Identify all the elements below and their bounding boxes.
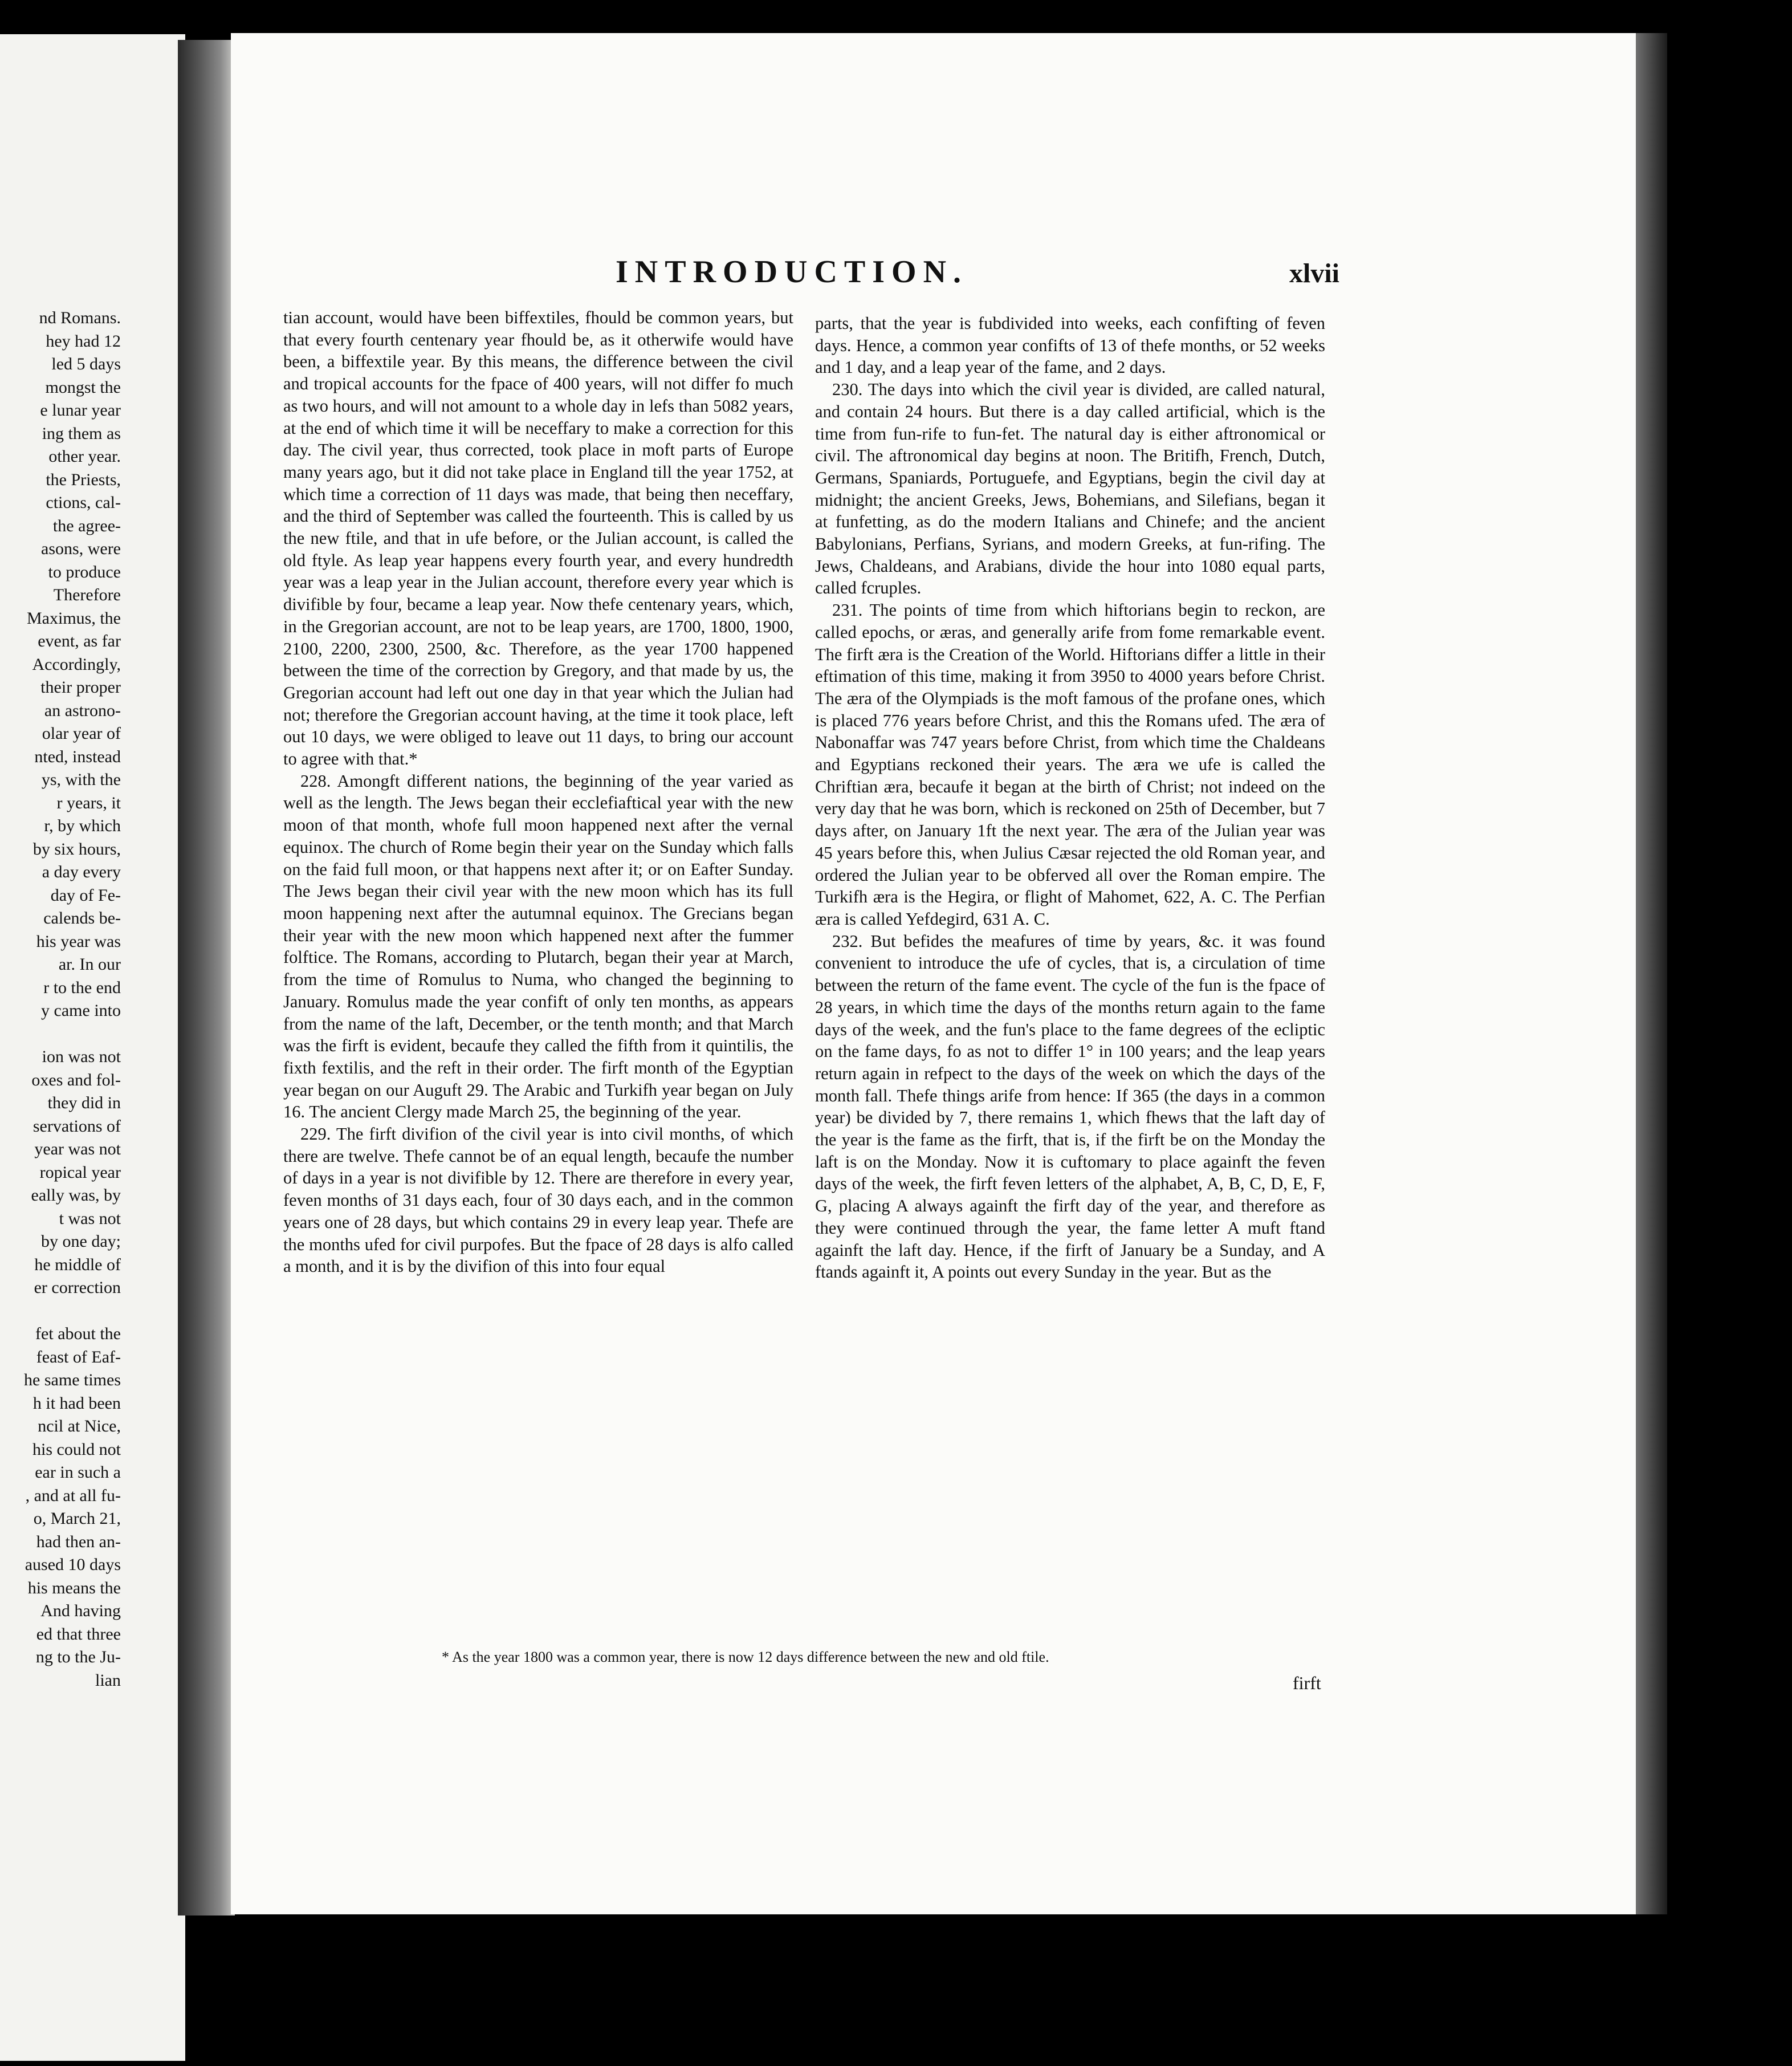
left-page-line: by six hours, xyxy=(32,839,121,859)
left-page-line: they did in xyxy=(47,1093,121,1112)
left-page-line xyxy=(0,1023,121,1046)
left-page-line: his year was xyxy=(36,932,121,951)
page-number: xlvii xyxy=(1289,258,1340,288)
left-page-line: Accordingly, xyxy=(32,654,121,674)
left-page-line: ropical year xyxy=(39,1162,121,1182)
left-page-line: calends be- xyxy=(43,909,121,928)
left-page-line: ion was not xyxy=(42,1047,121,1066)
left-page-line: he same times xyxy=(24,1370,121,1389)
left-page-line: to produce xyxy=(48,562,121,581)
left-page-text xyxy=(0,307,121,1692)
left-page-line: event, as far xyxy=(38,632,121,650)
left-page xyxy=(0,34,185,2061)
left-page-line: o, March 21, xyxy=(33,1509,121,1528)
left-page-line: ncil at Nice, xyxy=(38,1417,121,1435)
left-page-line: ctions, cal- xyxy=(46,493,121,512)
left-page-line: ng to the Ju- xyxy=(35,1648,121,1666)
footnote: * As the year 1800 was a common year, there is now 12 days difference between the new and old ftile. xyxy=(442,1649,1049,1665)
left-page-line: fet about the xyxy=(35,1324,121,1343)
left-page-line: lian xyxy=(95,1670,121,1690)
left-page-line: oxes and fol- xyxy=(31,1070,121,1089)
paragraph: 229. The firft divifion of the civil year is into civil months, of which there are twelve. Thefe cannot be of an equal length, becaufe the number of days in a year is not divifible by 12. There are therefore in every year, feven months of 31 days each, four of 30 days each, and in the common years one of 28 days, but which contains 29 in every leap year. Thefe are the months ufed for civil purpofes. But the fpace of 28 days is alfo called a month, and it is by the divifion of this into four equal xyxy=(283,1124,793,1276)
left-page-line: t was not xyxy=(59,1209,121,1228)
left-page-line: r to the end xyxy=(43,978,121,997)
left-page-line: feast of Eaf- xyxy=(36,1347,121,1367)
catchword: firft xyxy=(1293,1673,1321,1693)
left-page-line: er correction xyxy=(34,1278,121,1297)
left-page-line: r, by which xyxy=(44,816,121,835)
left-page-line: asons, were xyxy=(41,539,121,558)
left-page-line: ed that three xyxy=(36,1624,121,1644)
left-page-line: he middle of xyxy=(34,1255,121,1274)
left-page-line: Therefore xyxy=(53,585,121,604)
paragraph: parts, that the year is fubdivided into weeks, each confifting of feven days. Hence, a common year confifts of 13 of thefe months, or 52 weeks and 1 day, and a leap year of the fame, and 2 days. xyxy=(815,314,1325,377)
left-page-line: other year. xyxy=(48,447,121,466)
page-edge xyxy=(1636,33,1667,1914)
left-page-line xyxy=(0,1300,121,1323)
left-page-line: r years, it xyxy=(56,793,121,812)
paragraph: 228. Amongft different nations, the beginning of the year varied as well as the length. The Jews began their ecclefiaftical year with the new moon of that month, whofe full moon happened next after the vernal equinox. The church of Rome begin their year on the Sunday which falls on the faid full moon, or that happens next after it; or on Eafter Sunday. The Jews began their civil year with the new moon which has its full moon happening next after the autumnal equinox. The Grecians began their year with the new moon which happened next after the fummer folftice. The Romans, according to Plutarch, began their year at March, from the time of Romulus to Numa, who changed the beginning to January. Romulus made the year confift of only ten months, as appears from the name of the laft, December, or the tenth month; and that March was the firft is evident, becaufe they called the fifth from it quintilis, the fixth fextilis, and the reft in their order. The firft month of the Egyptian year began on our Auguft 29. The Arabic and Turkifh year began on July 16. The ancient Clergy made March 25, the beginning of the year. xyxy=(283,771,793,1122)
left-page-line: aused 10 days xyxy=(25,1555,121,1574)
left-page-line: h it had been xyxy=(32,1393,121,1413)
left-page-line: ar. In our xyxy=(58,955,121,974)
left-page-line: e lunar year xyxy=(40,401,121,420)
left-page-line: had then an- xyxy=(36,1532,121,1551)
paragraph: 231. The points of time from which hiftorians begin to reckon, are called epochs, or æras, and generally arife from fome remarkable event. The firft æra is the Creation of the World. Hiftorians differ a little in their eftimation of this time, making it from 3950 to 4000 years before Christ. The æra of the Olympiads is the moft famous of the profane ones, which is placed 776 years before Christ, and this the Romans ufed. The æra of Nabonaffar was 747 years before Christ, from which time the Chaldeans and Egyptians reckoned their years. The æra we ufe is called the Chriftian æra, becaufe it began at the birth of Christ; not indeed on the very day that he was born, which is reckoned on 25th of December, but 7 days after, on January 1ft the next year. The æra of the Julian year was 45 years before this, when Julius Cæsar rejected the old Roman year, and ordered the Julian year to be obferved all over the Roman empire. The Turkifh æra is the Hegira, or flight of Mahomet, 622, A. C. The Perfian æra is called Yefdegird, 631 A. C. xyxy=(815,600,1325,929)
left-page-line: an astrono- xyxy=(44,701,121,720)
left-page-line: And having xyxy=(40,1601,121,1620)
running-head: INTRODUCTION. xyxy=(616,254,968,290)
left-page-line: ear in such a xyxy=(35,1463,121,1482)
left-page-line: ys, with the xyxy=(41,770,121,789)
paragraph: 232. But befides the meafures of time by years, &c. it was found convenient to introduce the ufe of cycles, that is, a circulation of time between the return of the fame event. The cycle of the fun is the fpace of 28 years, in which time the days of the months return again to the fame days of the week, and the fun's place to the fame degrees of the ecliptic on the fame days, fo as not to differ 1° in 100 years; and the leap years return again in refpect to the days of the week on which the days of the month fall. Thefe things arife from hence: If 365 (the days in a common year) be divided by 7, there remains 1, which fhews that the laft day of the year is the fame as the firft, that is, if the firft be on the Monday the laft is on the Monday. Now it is cuftomary to place againft the feven days of the week, the firft feven letters of the alphabet, A, B, C, D, E, F, G, placing A always againft the firft day of the year, and therefore as they were continued through the year, the fame letter A muft ftand againft the laft day. Hence, if the firft of January be a Sunday, and A ftands againft it, A points out every Sunday in the year. But as the xyxy=(815,931,1325,1282)
text-column-left xyxy=(283,307,793,1278)
left-page-line: led 5 days xyxy=(51,355,121,373)
left-page-line: day of Fe- xyxy=(50,885,121,905)
left-page-line: year was not xyxy=(34,1140,121,1158)
left-page-line: mongst the xyxy=(45,377,121,397)
paragraph: tian account, would have been biffextiles, fhould be common years, but that every fourth centenary year fhould be, as it otherwife would have been, a biffextile year. By this means, the difference between the civil and tropical accounts for the fpace of 400 years, will not differ fo much as two hours, and will not amount to a whole day in lefs than 5082 years, at the end of which time it will be neceffary to make a correction for this day. The civil year, thus corrected, took place in moft parts of Europe many years ago, but it did not take place in England till the year 1752, at which time a correction of 11 days was made, that being then neceffary, and the third of September was called the fourteenth. This is called by us the new ftile, and that in ufe before, or the Julian account, is called the old ftyle. As leap year happens every fourth year, and every hundredth year was a leap year in the Julian account, therefore every year which is divifible by four, became a leap year. Now thefe centenary years, which, in the Gregorian account, are not to be leap years, are 1700, 1800, 1900, 2100, 2200, 2300, 2500, &c. Therefore, as the year 1700 happened between the time of the correction by Gregory, and that made by us, the Gregorian account had left out one day in that year which the Julian had not; therefore the Gregorian account having, at the time it took place, left out 10 days, we were obliged to leave out 11 days, to bring our account to agree with that.* xyxy=(283,308,793,769)
left-page-line: his could not xyxy=(32,1439,121,1459)
left-page-line: eally was, by xyxy=(31,1186,121,1205)
paragraph: 230. The days into which the civil year is divided, are called natural, and contain 24 hours. But there is a day called artificial, which is the time from fun-rife to fun-fet. The natural day is either aftronomical or civil. The aftronomical day begins at noon. The Britifh, French, Dutch, Germans, Spaniards, Portuguefe, and Egyptians, begin the civil day at midnight; the ancient Greeks, Jews, Bohemians, and Silefians, began it at funfetting, as do the modern Italians and Chinefe; and the ancient Babylonians, Perfians, Syrians, and modern Greeks, at fun-rifing. The Jews, Chaldeans, and Arabians, divide the hour into 1080 equal parts, called fcruples. xyxy=(815,380,1325,598)
left-page-line: their proper xyxy=(40,678,121,697)
left-page-line: y came into xyxy=(41,1001,121,1020)
left-page-line: olar year of xyxy=(42,724,121,743)
left-page-line: , and at all fu- xyxy=(25,1486,121,1505)
left-page-line: ing them as xyxy=(42,424,121,443)
book-gutter xyxy=(178,40,235,1915)
left-page-line: by one day; xyxy=(41,1232,121,1251)
left-page-line: the agree- xyxy=(52,516,121,535)
left-page-line: his means the xyxy=(27,1578,121,1597)
left-page-line: the Priests, xyxy=(46,470,121,489)
left-page-line: hey had 12 xyxy=(46,331,121,351)
left-page-line: nd Romans. xyxy=(39,308,121,327)
left-page-line: servations of xyxy=(32,1116,121,1136)
left-page-line: Maximus, the xyxy=(27,608,121,628)
text-column-right xyxy=(815,312,1325,1283)
left-page-line: nted, instead xyxy=(34,747,121,766)
left-page-line: a day every xyxy=(42,863,121,881)
